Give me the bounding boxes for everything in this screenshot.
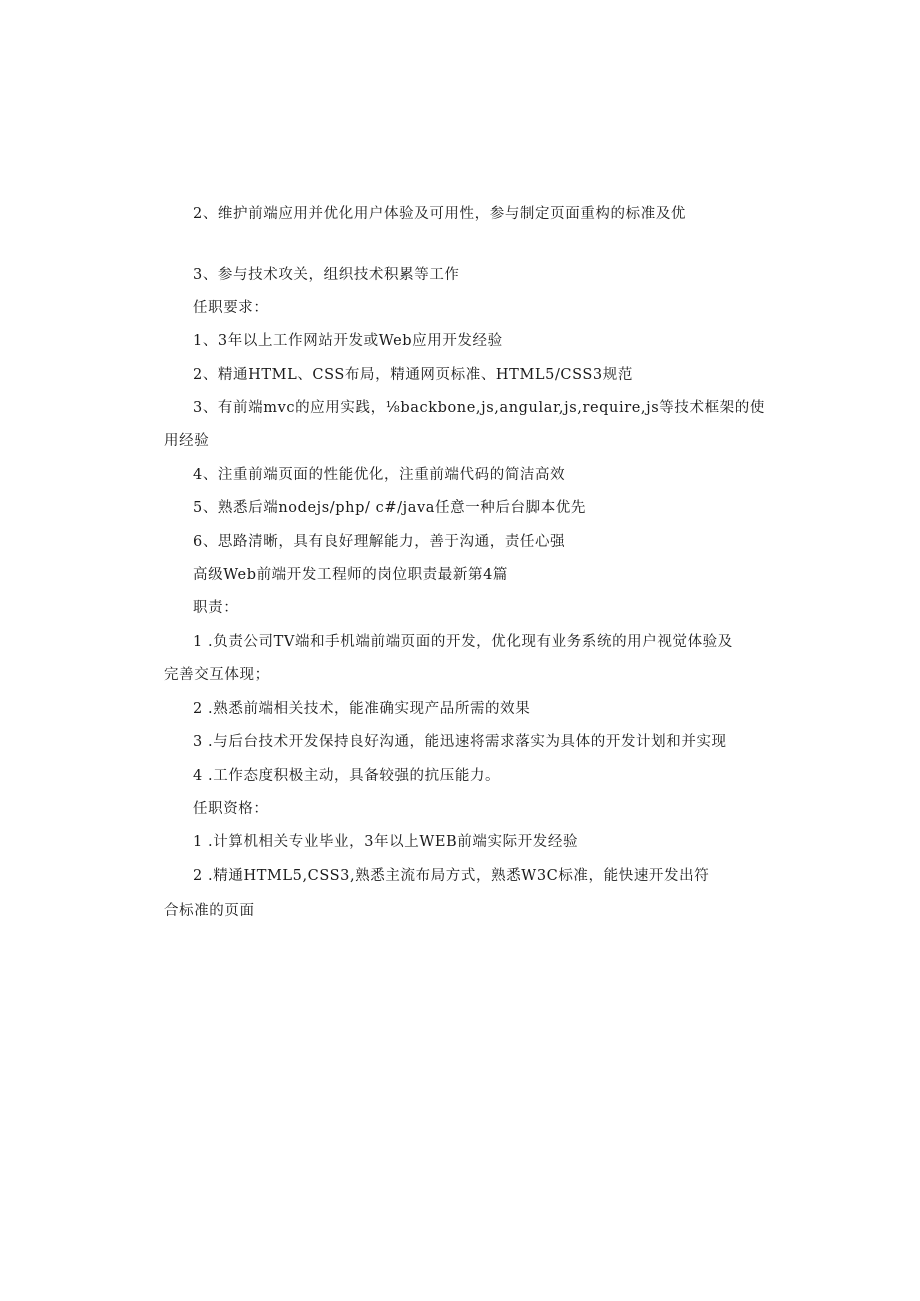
qualification-item-1: 1 .计算机相关专业毕业，3年以上WEB前端实际开发经验 bbox=[193, 834, 579, 850]
duty-item-2: 2、维护前端应用并优化用户体验及可用性，参与制定页面重构的标准及优 bbox=[193, 206, 687, 222]
requirement-item-5: 5、熟悉后端nodejs/php/ c#/java任意一种后台脚本优先 bbox=[193, 500, 587, 516]
qualification-item-2: 2 .精通HTML5,CSS3,熟悉主流布局方式，熟悉W3C标准，能快速开发出符 bbox=[193, 868, 710, 884]
duty-item-3b: 3 .与后台技术开发保持良好沟通，能迅速将需求落实为具体的开发计划和并实现 bbox=[193, 734, 727, 750]
requirement-item-1: 1、3年以上工作网站开发或Web应用开发经验 bbox=[193, 333, 503, 349]
duty-item-2b: 2 .熟悉前端相关技术，能准确实现产品所需的效果 bbox=[193, 701, 531, 717]
qualifications-heading: 任职资格： bbox=[193, 801, 269, 817]
duties-heading: 职责： bbox=[193, 600, 239, 616]
requirement-item-3: 3、有前端mvc的应用实践，⅛backbone,js,angular,js,require,js等技术框架的使 bbox=[193, 400, 765, 416]
duty-item-3: 3、参与技术攻关，组织技术积累等工作 bbox=[193, 267, 460, 283]
duty-item-1: 1 .负责公司TV端和手机端前端页面的开发，优化现有业务系统的用户视觉体验及 bbox=[193, 634, 733, 650]
requirement-item-6: 6、思路清晰，具有良好理解能力，善于沟通，责任心强 bbox=[193, 534, 566, 550]
requirement-item-4: 4、注重前端页面的性能优化，注重前端代码的简洁高效 bbox=[193, 467, 566, 483]
duty-item-4b: 4 .工作态度积极主动，具备较强的抗压能力。 bbox=[193, 768, 501, 784]
qualification-item-2-continued: 合标准的页面 bbox=[164, 903, 255, 919]
section-title: 高级Web前端开发工程师的岗位职责最新第4篇 bbox=[193, 567, 509, 583]
requirement-item-3-continued: 用经验 bbox=[164, 433, 210, 449]
requirements-heading: 任职要求： bbox=[193, 300, 269, 316]
duty-item-1-continued: 完善交互体现； bbox=[164, 667, 270, 683]
requirement-item-2: 2、精通HTML、CSS布局，精通网页标准、HTML5/CSS3规范 bbox=[193, 367, 633, 383]
